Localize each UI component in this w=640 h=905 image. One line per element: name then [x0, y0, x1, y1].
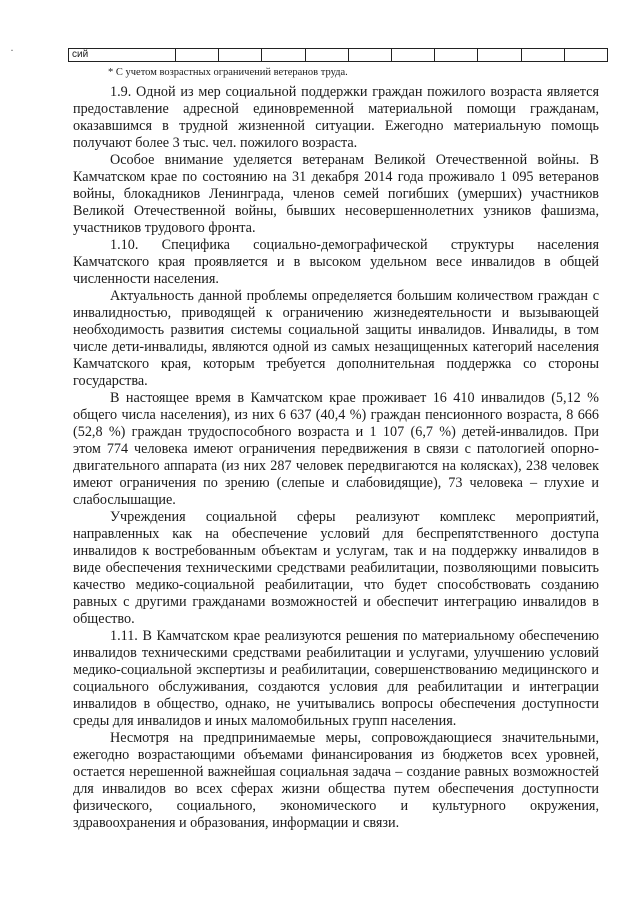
paragraph-institutions: Учреждения социальной сферы реализуют комплекс мероприятий, направленных как на обеспечение условий для беспрепятственного доступа инвалидов к востребованным объектам и услугам, так и на поддержку инвалидов в виде обеспечения техническими средствами реабилитации, позволяющими повысить качество медико-социальной реабилитации, что будет способствовать созданию равных с другими гражданами возможностей и обеспечит интеграцию инвалидов в общество. — [73, 509, 599, 627]
table-fragment — [68, 48, 608, 62]
paragraph-1-10: 1.10. Специфика социально-демографической структуры населения Камчатского края проявляется и в высоком удельном весе инвалидов в общей численности населения. — [73, 237, 599, 287]
table-cell — [262, 49, 305, 62]
paragraph-1-11: 1.11. В Камчатском крае реализуются решения по материальному обеспечению инвалидов техническими средствами реабилитации и услугами, улучшению условий медико-социальной экспертизы и реабилитации, совершенствованию медицинского и социального обслуживания, создаются условия для реабилитации и интеграции инвалидов в общество, однако, не учитывались вопросы обеспечения доступности среды для инвалидов и иных маломобильных групп населения. — [73, 628, 599, 729]
table-cell-first: сий — [69, 49, 176, 62]
paragraph-statistics: В настоящее время в Камчатском крае проживает 16 410 инвалидов (5,12 % общего числа населения), из них 6 637 (40,4 %) граждан пенсионного возраста, 8 666 (52,8 %) граждан трудоспособного возраста и 1 107 (6,7 %) детей-инвалидов. При этом 774 человека имеют ограничения передвижения в связи с патологией опорно-двигательного аппарата (из них 287 человек передвигаются на колясках), 238 человек имеют ограничения по зрению (слепые и слабовидящие), 73 человека – глухие и слабослышащие. — [73, 390, 599, 508]
table-row — [69, 49, 608, 62]
table-cell — [521, 49, 564, 62]
table-cell — [478, 49, 521, 62]
paragraph-despite: Несмотря на предпринимаемые меры, сопровождающиеся значительными, ежегодно возрастающими объемами финансирования из бюджетов всех уровней, остается нерешенной важнейшая социальная задача – создание равных возможностей для инвалидов во всех сферах жизни общества путем обеспечения доступности физического, социального, экономического и культурного окружения, здравоохранения и образования, информации и связи. — [73, 730, 599, 831]
table-cell — [391, 49, 434, 62]
table-cell — [435, 49, 478, 62]
table-cell — [176, 49, 219, 62]
margin-mark-top: · — [10, 43, 14, 57]
paragraph-veterans: Особое внимание уделяется ветеранам Великой Отечественной войны. В Камчатском крае по состоянию на 31 декабря 2014 года проживало 1 095 ветеранов войны, блокадников Ленинграда, членов семей погибших (умерших) участников Великой Отечественной войны, бывших несовершеннолетних узников фашизма, участников трудового фронта. — [73, 152, 599, 236]
table-cell — [219, 49, 262, 62]
body-text — [73, 84, 599, 832]
table-cell — [564, 49, 607, 62]
footnote: * С учетом возрастных ограничений ветеранов труда. — [108, 67, 348, 78]
paragraph-1-9: 1.9. Одной из мер социальной поддержки граждан пожилого возраста является предоставление адресной единовременной материальной помощи гражданам, оказавшимся в трудной жизненной ситуации. Ежегодно материальную помощь получают более 3 тыс. чел. пожилого возраста. — [73, 84, 599, 151]
table-cell — [348, 49, 391, 62]
paragraph-relevance: Актуальность данной проблемы определяется большим количеством граждан с инвалидностью, приводящей к ограничению жизнедеятельности и вызывающей необходимость развития системы социальной защиты инвалидов. Инвалиды, в том числе дети-инвалиды, являются одной из самых незащищенных категорий населения Камчатского края, которым требуется дополнительная поддержка со стороны государства. — [73, 288, 599, 389]
table-cell — [305, 49, 348, 62]
